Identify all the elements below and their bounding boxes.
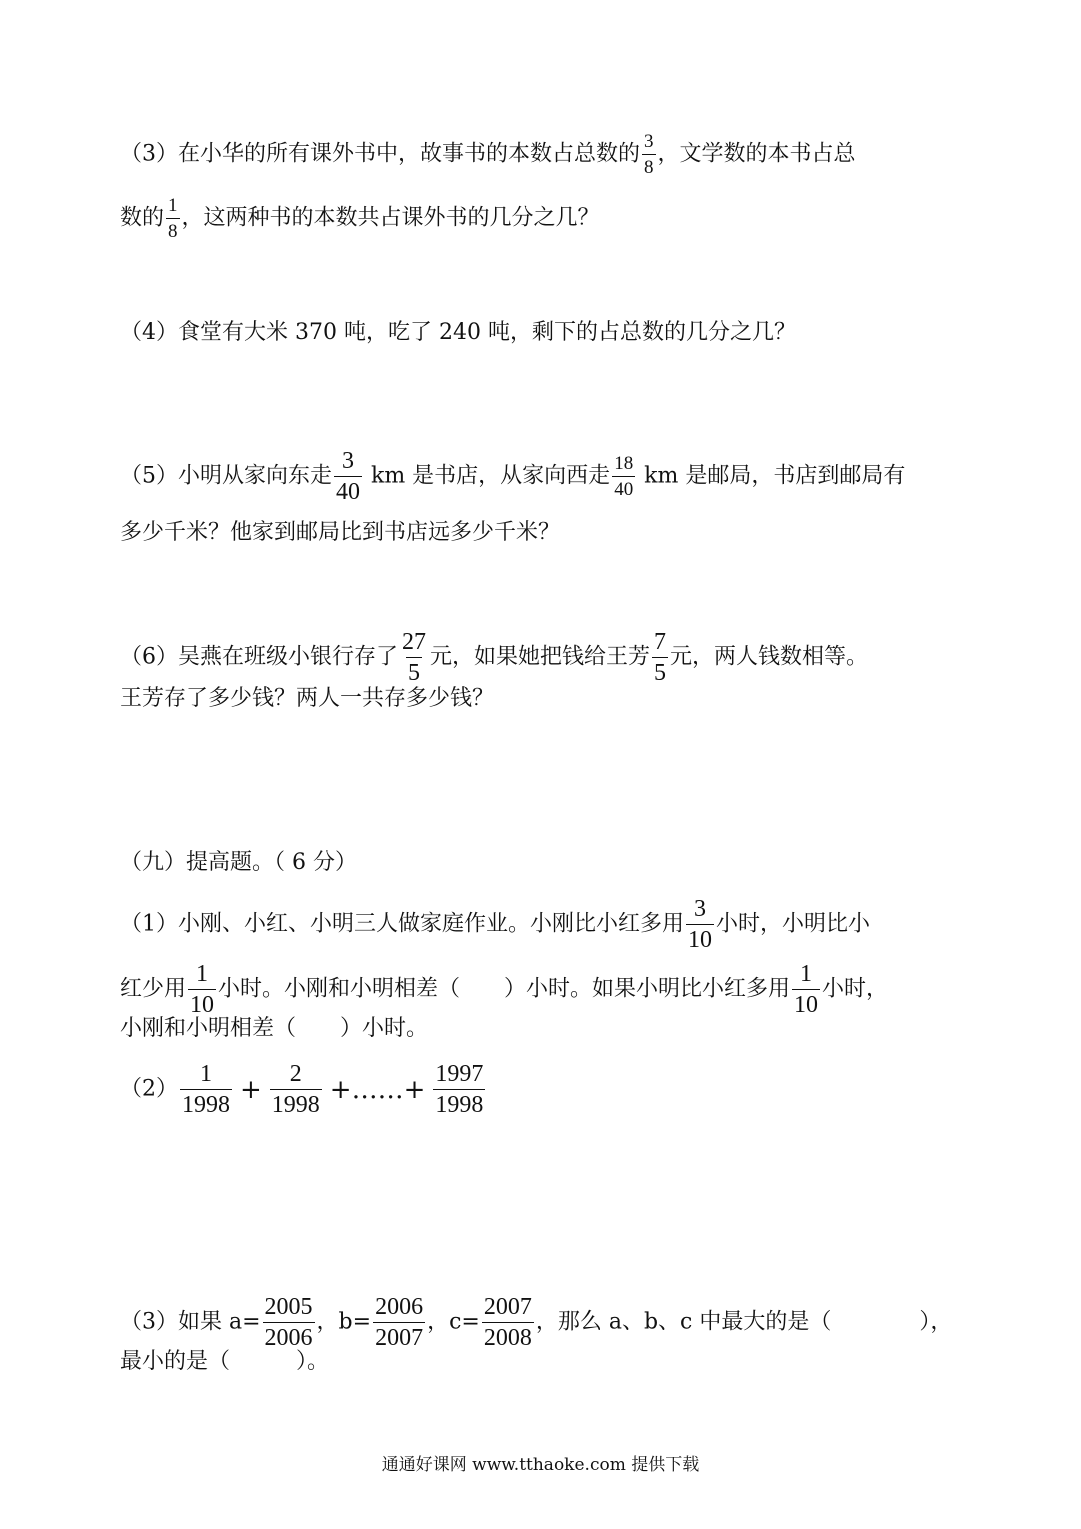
s9-p2-fraction-1: $\frac{1}{1998}$ [182, 1061, 230, 1118]
s9-p3-line1 [120, 1295, 952, 1350]
q5-fraction-1: $\frac{3}{40}$ [336, 448, 360, 505]
s9-p1-l2-mid: 小时。小刚和小明相差（ ）小时。如果小明比小红多用 [218, 976, 791, 1002]
s9-p1-l2-suffix: 小时， [822, 976, 889, 1002]
s9-p3-fraction-b: $\frac{2006}{2007}$ [375, 1294, 424, 1351]
s9-p3-b-label: ，b= [316, 1309, 372, 1335]
s9-p3-line2: 最小的是（ ）。 [120, 1349, 330, 1374]
s9-p1-l1-suffix: 小时，小明比小 [716, 911, 871, 937]
q5-fraction-2: $\frac{18}{40}$ [614, 453, 634, 500]
q3-line1 [120, 132, 856, 177]
s9-p2-fraction-2: $\frac{2}{1998}$ [271, 1061, 320, 1118]
q5-prefix: （5）小明从家向东走 [120, 463, 332, 489]
q5-line1 [120, 449, 905, 504]
q6-fraction-2: $\frac{7}{5}$ [654, 629, 667, 686]
s9-p1-line2 [120, 962, 888, 1017]
s9-p3-suffix: ，那么 a、b、c 中最大的是（ ）， [535, 1309, 953, 1335]
q6-suffix: 元，两人钱数相等。 [670, 644, 869, 670]
q6-line1 [120, 630, 868, 685]
q5-suffix: km 是邮局，书店到邮局有 [637, 463, 906, 489]
q5-line2: 多少千米？他家到邮局比到书店远多少千米？ [120, 520, 561, 545]
s9-p3-fraction-a: $\frac{2005}{2006}$ [264, 1294, 313, 1351]
page-footer: 通通好课网 www.tthaoke.com 提供下载 [381, 1455, 700, 1475]
s9-p2-fraction-3: $\frac{1997}{1998}$ [435, 1061, 484, 1118]
section9-heading: （九）提高题。（ 6 分） [120, 850, 357, 875]
q4-text: （4）食堂有大米 370 吨，吃了 240 吨，剩下的占总数的几分之几？ [120, 320, 796, 345]
q3-line2-suffix: ，这两种书的本数共占课外书的几分之几？ [181, 205, 600, 231]
s9-p2-label: （2） [120, 1076, 178, 1102]
q3-line1-prefix: （3）在小华的所有课外书中，故事书的本数占总数的 [120, 141, 640, 167]
s9-p2-expression [120, 1062, 487, 1117]
plus-ellipsis-sign: +……+ [329, 1074, 426, 1105]
s9-p1-line3: 小刚和小明相差（ ）小时。 [120, 1016, 429, 1041]
s9-p3-prefix: （3）如果 a= [120, 1309, 261, 1335]
q6-line2: 王芳存了多少钱？两人一共存多少钱？ [120, 686, 495, 711]
s9-p1-fraction-2: $\frac{1}{10}$ [190, 961, 215, 1018]
s9-p1-l1-prefix: （1）小刚、小红、小明三人做家庭作业。小刚比小红多用 [120, 911, 684, 937]
q6-fraction-1: $\frac{27}{5}$ [402, 629, 426, 686]
s9-p1-fraction-1: $\frac{3}{10}$ [688, 896, 712, 953]
s9-p3-fraction-c: $\frac{2007}{2008}$ [483, 1294, 532, 1351]
plus-sign: + [240, 1074, 262, 1105]
s9-p1-fraction-3: $\frac{1}{10}$ [794, 961, 819, 1018]
q3-fraction-1: $\frac{3}{8}$ [644, 131, 654, 178]
s9-p1-l2-prefix: 红少用 [120, 976, 187, 1002]
q6-mid: 元，如果她把钱给王芳 [430, 644, 651, 670]
q3-line2-prefix: 数的 [120, 205, 165, 231]
s9-p1-line1 [120, 897, 870, 952]
q5-mid: km 是书店，从家向西走 [364, 463, 611, 489]
s9-p3-c-label: ，c= [427, 1309, 480, 1335]
q3-line1-suffix: ，文学数的本书占总 [657, 141, 856, 167]
q3-line2 [120, 196, 600, 241]
q3-fraction-2: $\frac{1}{8}$ [168, 195, 178, 242]
q6-prefix: （6）吴燕在班级小银行存了 [120, 644, 398, 670]
